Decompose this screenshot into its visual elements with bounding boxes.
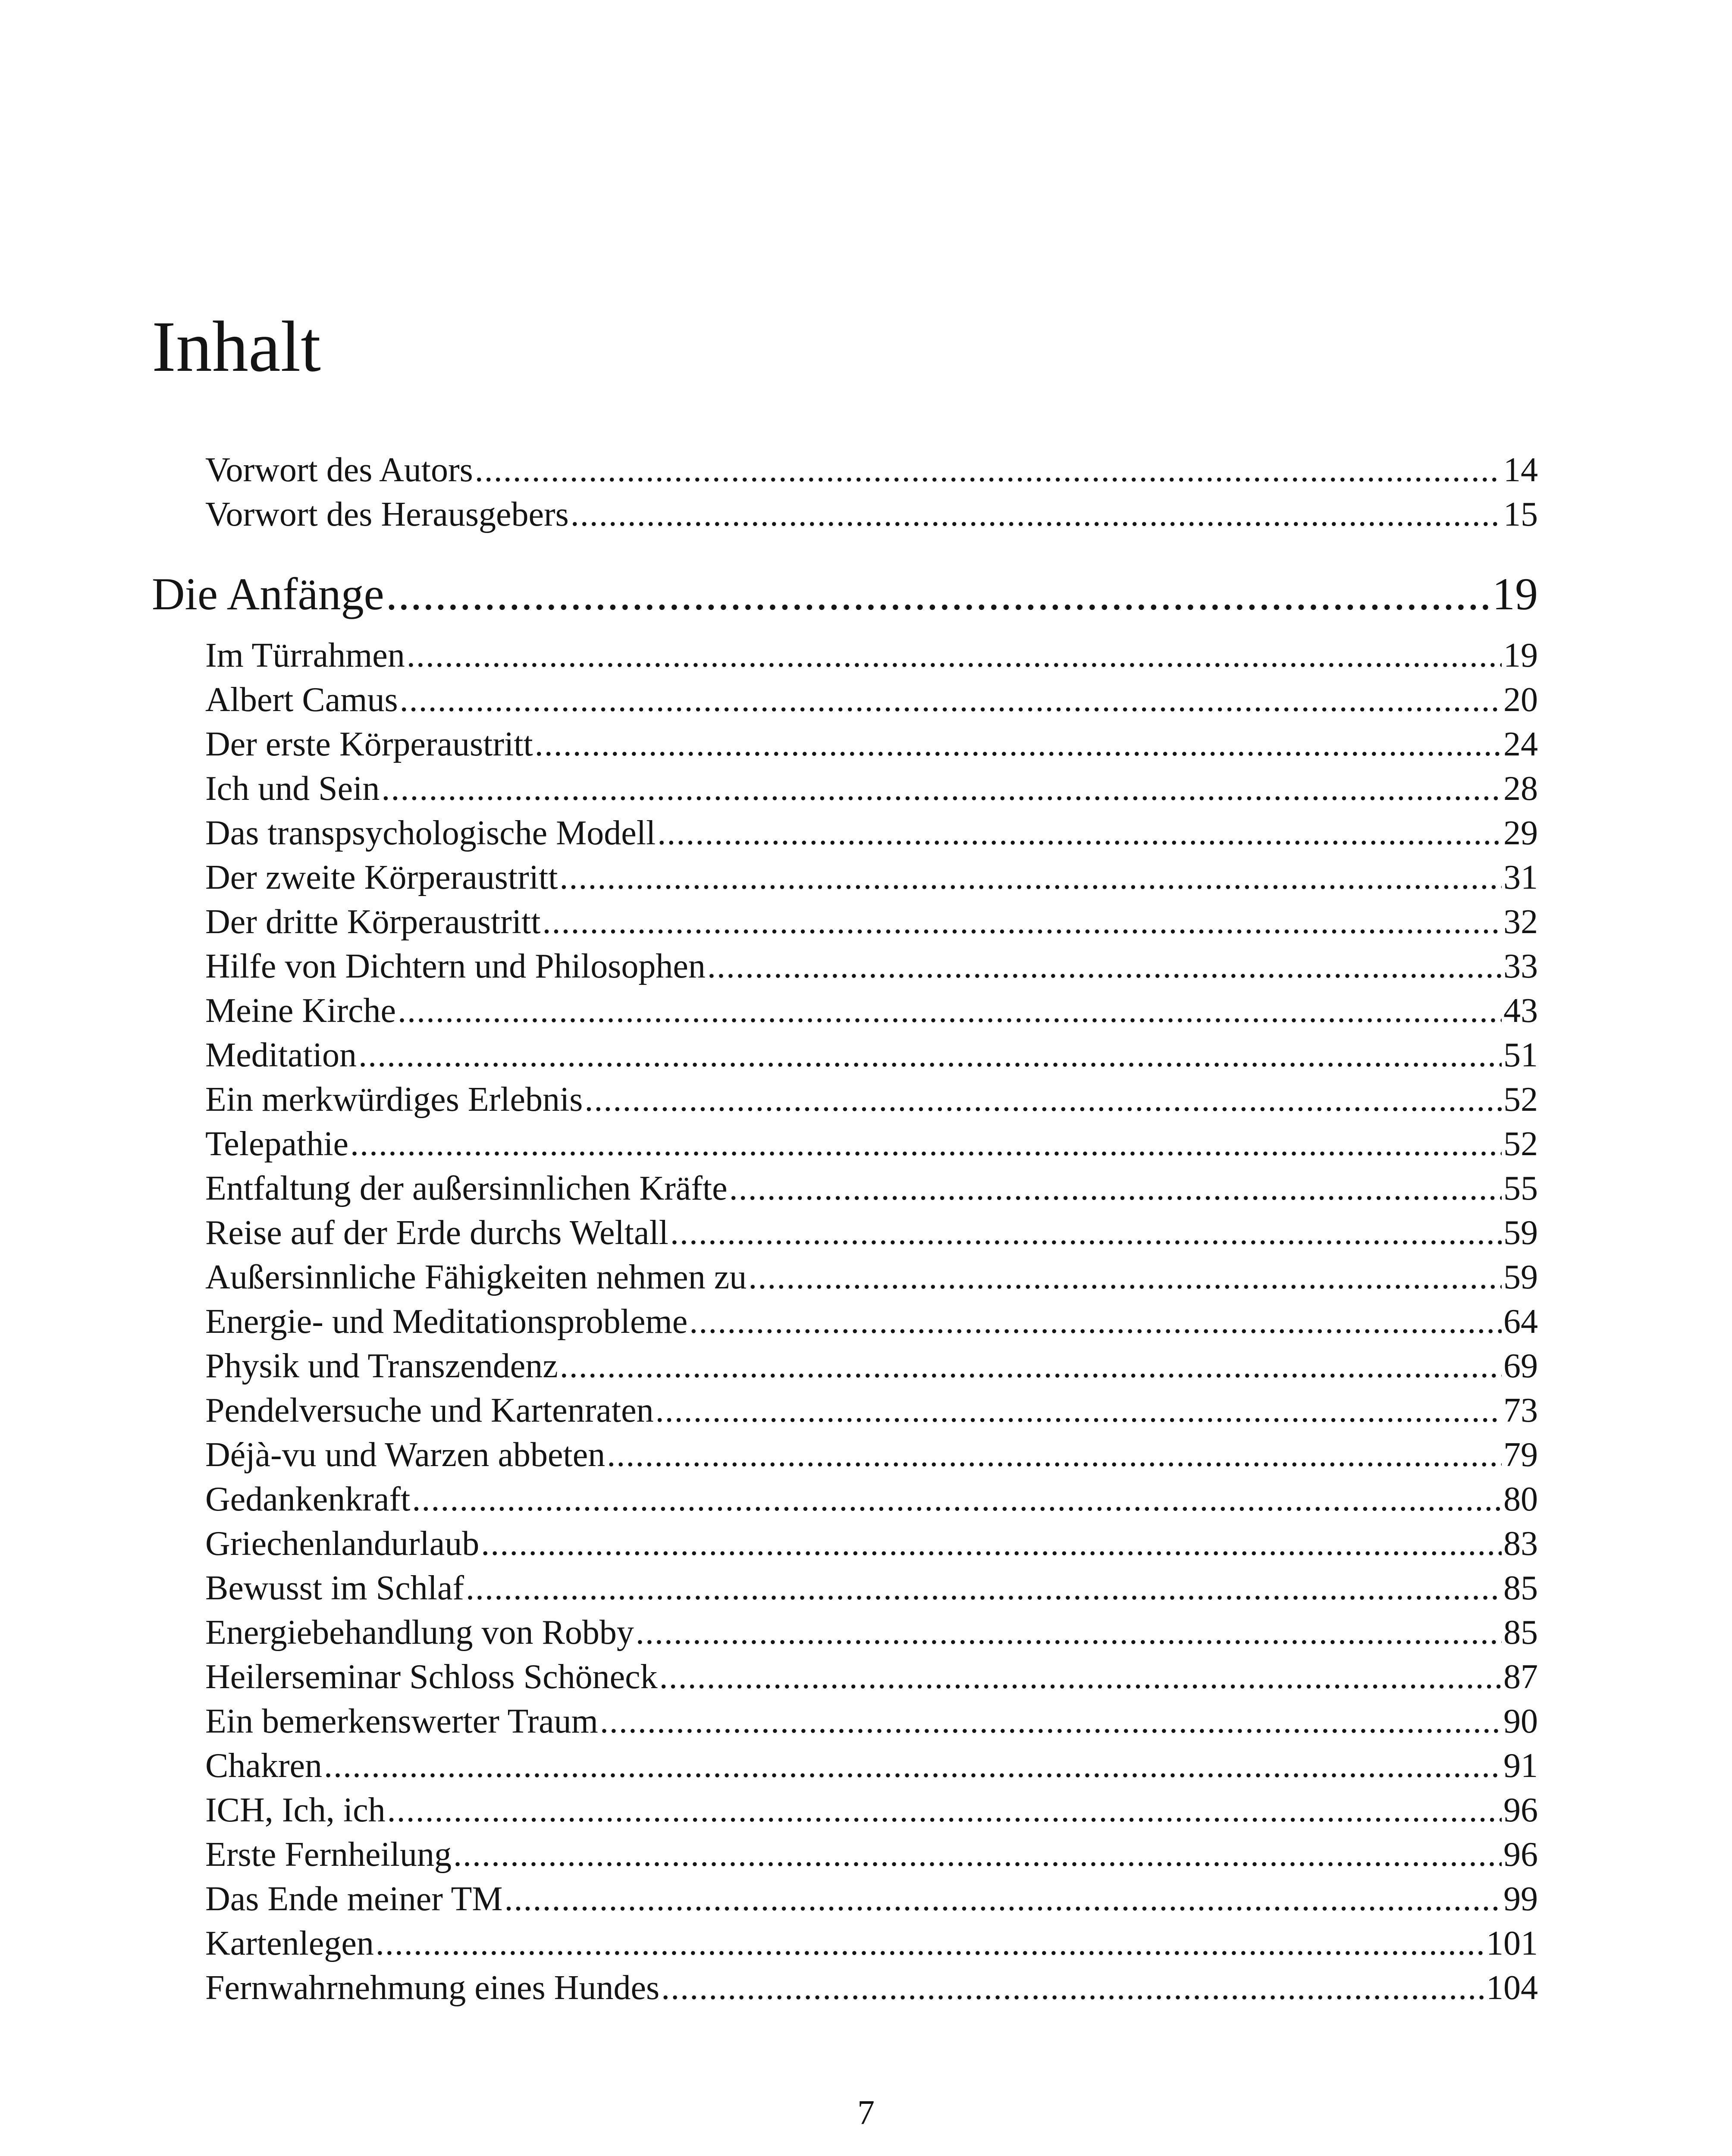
toc-entry-label: Gedankenkraft bbox=[205, 1480, 411, 1518]
toc-entry bbox=[205, 1167, 1538, 1210]
toc-entry-label: Heilerseminar Schloss Schöneck bbox=[205, 1658, 658, 1696]
toc-entry-page: 59 bbox=[1503, 1258, 1538, 1296]
toc-entry-page: 24 bbox=[1503, 725, 1538, 763]
toc-entry bbox=[205, 856, 1538, 899]
toc-entry-label: Energie- und Meditationsprobleme bbox=[205, 1303, 688, 1341]
toc-entry-page: 14 bbox=[1503, 451, 1538, 489]
toc-dot-leader bbox=[381, 767, 1502, 810]
toc-entry bbox=[205, 1877, 1538, 1921]
toc-entry bbox=[205, 1655, 1538, 1698]
toc-entry bbox=[205, 1567, 1538, 1610]
toc-entry-page: 33 bbox=[1503, 947, 1538, 985]
toc-entry-page: 28 bbox=[1503, 770, 1538, 808]
toc-entry bbox=[205, 1611, 1538, 1654]
toc-dot-leader bbox=[400, 678, 1502, 721]
toc-dot-leader bbox=[324, 1744, 1502, 1787]
toc-entry bbox=[205, 1034, 1538, 1077]
toc-entry-page: 31 bbox=[1503, 859, 1538, 896]
toc-entry-page: 80 bbox=[1503, 1480, 1538, 1518]
toc-dot-leader bbox=[386, 568, 1490, 620]
toc-entry-label: Ein bemerkenswerter Traum bbox=[205, 1702, 598, 1740]
toc-entry bbox=[205, 493, 1538, 536]
toc-entry-page: 29 bbox=[1503, 814, 1538, 852]
toc-entry-page: 79 bbox=[1503, 1436, 1538, 1474]
toc-entry-label: Im Türrahmen bbox=[205, 636, 405, 674]
toc-dot-leader bbox=[481, 1522, 1502, 1565]
toc-dot-leader bbox=[466, 1567, 1502, 1610]
toc-entry-page: 59 bbox=[1503, 1214, 1538, 1252]
toc-entry bbox=[205, 1922, 1538, 1965]
toc-entry bbox=[205, 767, 1538, 810]
toc-entry-label: Meditation bbox=[205, 1036, 357, 1074]
toc-entry bbox=[205, 900, 1538, 943]
toc-entry-label: ICH, Ich, ich bbox=[205, 1791, 386, 1829]
toc-entry-page: 96 bbox=[1503, 1836, 1538, 1874]
toc-dot-leader bbox=[504, 1877, 1502, 1921]
toc-dot-leader bbox=[707, 945, 1502, 988]
toc-entry bbox=[205, 1122, 1538, 1166]
toc-dot-leader bbox=[376, 1922, 1484, 1965]
toc-entry bbox=[205, 1433, 1538, 1476]
toc-entry bbox=[205, 1744, 1538, 1787]
toc-entry bbox=[205, 723, 1538, 766]
toc-dot-leader bbox=[661, 1966, 1484, 2009]
toc-entry bbox=[205, 812, 1538, 855]
toc-entry-page: 43 bbox=[1503, 992, 1538, 1030]
toc-entry-label: Chakren bbox=[205, 1747, 323, 1785]
toc-entry bbox=[205, 1833, 1538, 1876]
toc-entry-label: Vorwort des Autors bbox=[205, 451, 473, 489]
toc-dot-leader bbox=[571, 493, 1502, 536]
toc-entry-label: Erste Fernheilung bbox=[205, 1836, 452, 1874]
toc-dot-leader bbox=[387, 1789, 1502, 1832]
toc-entry bbox=[205, 1256, 1538, 1299]
toc-dot-leader bbox=[607, 1433, 1502, 1476]
toc-entry-label: Die Anfänge bbox=[152, 569, 384, 619]
toc-dot-leader bbox=[670, 1211, 1502, 1254]
toc-entry-page: 73 bbox=[1503, 1391, 1538, 1429]
toc-entry bbox=[205, 1078, 1538, 1121]
toc-entry bbox=[205, 1211, 1538, 1254]
toc-entry-label: Der zweite Körperaustritt bbox=[205, 859, 558, 896]
toc-entry-label: Albert Camus bbox=[205, 681, 398, 719]
toc-entry bbox=[205, 1966, 1538, 2009]
page-number: 7 bbox=[857, 2094, 875, 2132]
toc-entry bbox=[205, 1700, 1538, 1743]
toc-dot-leader bbox=[407, 634, 1502, 677]
toc-entry-page: 19 bbox=[1503, 636, 1538, 674]
toc-entry-label: Ich und Sein bbox=[205, 770, 380, 808]
toc-dot-leader bbox=[398, 989, 1502, 1032]
toc-entry bbox=[205, 678, 1538, 721]
toc-dot-leader bbox=[748, 1256, 1502, 1299]
toc-entry bbox=[205, 448, 1538, 492]
toc-entry-label: Telepathie bbox=[205, 1125, 348, 1163]
toc-entry-page: 52 bbox=[1503, 1081, 1538, 1119]
toc-entry-page: 20 bbox=[1503, 681, 1538, 719]
toc-entry-page: 90 bbox=[1503, 1702, 1538, 1740]
toc-entry-page: 101 bbox=[1486, 1924, 1538, 1962]
toc-entry-page: 69 bbox=[1503, 1347, 1538, 1385]
toc-dot-leader bbox=[657, 812, 1502, 855]
toc-entry-label: Ein merkwürdiges Erlebnis bbox=[205, 1081, 583, 1119]
toc-entry bbox=[205, 634, 1538, 677]
toc-entry-page: 64 bbox=[1503, 1303, 1538, 1341]
toc-entry-page: 85 bbox=[1503, 1569, 1538, 1607]
toc-entry-label: Bewusst im Schlaf bbox=[205, 1569, 464, 1607]
toc-dot-leader bbox=[358, 1034, 1502, 1077]
toc-entry bbox=[205, 989, 1538, 1032]
toc-entry-page: 19 bbox=[1492, 569, 1538, 619]
toc-entry-page: 83 bbox=[1503, 1525, 1538, 1563]
toc-entry-page: 99 bbox=[1503, 1880, 1538, 1918]
toc-dot-leader bbox=[350, 1122, 1502, 1166]
toc-entry-page: 96 bbox=[1503, 1791, 1538, 1829]
toc-entry bbox=[205, 1522, 1538, 1565]
toc-entry-label: Kartenlegen bbox=[205, 1924, 374, 1962]
toc-entry-label: Griechenlandurlaub bbox=[205, 1525, 480, 1563]
toc-entry-page: 51 bbox=[1503, 1036, 1538, 1074]
toc-dot-leader bbox=[453, 1833, 1502, 1876]
toc-dot-leader bbox=[659, 1655, 1502, 1698]
toc-entry-page: 87 bbox=[1503, 1658, 1538, 1696]
toc-entry-label: Das transpsychologische Modell bbox=[205, 814, 656, 852]
toc-entry-label: Vorwort des Herausgebers bbox=[205, 495, 569, 533]
toc-entry-label: Der dritte Körperaustritt bbox=[205, 903, 541, 941]
toc-dot-leader bbox=[412, 1478, 1502, 1521]
toc-entry-label: Reise auf der Erde durchs Weltall bbox=[205, 1214, 668, 1252]
toc-title: Inhalt bbox=[152, 307, 321, 387]
toc-dot-leader bbox=[560, 1344, 1502, 1388]
toc-chapter-entry bbox=[152, 568, 1538, 620]
toc-entry-label: Energiebehandlung von Robby bbox=[205, 1614, 634, 1651]
toc-entry-label: Déjà-vu und Warzen abbeten bbox=[205, 1436, 606, 1474]
toc-dot-leader bbox=[689, 1300, 1502, 1343]
toc-dot-leader bbox=[729, 1167, 1502, 1210]
toc-entry-label: Außersinnliche Fähigkeiten nehmen zu bbox=[205, 1258, 747, 1296]
toc-entry-page: 32 bbox=[1503, 903, 1538, 941]
toc-dot-leader bbox=[600, 1700, 1502, 1743]
toc-entry-label: Der erste Körperaustritt bbox=[205, 725, 533, 763]
toc-dot-leader bbox=[559, 856, 1502, 899]
toc-entry-label: Fernwahrnehmung eines Hundes bbox=[205, 1969, 660, 2007]
toc-entry-page: 52 bbox=[1503, 1125, 1538, 1163]
toc-entry bbox=[205, 1478, 1538, 1521]
toc-entry bbox=[205, 1789, 1538, 1832]
toc-entry-page: 85 bbox=[1503, 1614, 1538, 1651]
toc-entry-label: Meine Kirche bbox=[205, 992, 396, 1030]
toc-dot-leader bbox=[584, 1078, 1502, 1121]
toc-entry-page: 55 bbox=[1503, 1169, 1538, 1207]
toc-entry-page: 104 bbox=[1486, 1969, 1538, 2007]
toc-dot-leader bbox=[475, 448, 1502, 492]
toc-dot-leader bbox=[656, 1389, 1502, 1432]
toc-dot-leader bbox=[543, 900, 1502, 943]
toc-dot-leader bbox=[636, 1611, 1502, 1654]
toc-entry-page: 15 bbox=[1503, 495, 1538, 533]
toc-entry bbox=[205, 945, 1538, 988]
toc-entry bbox=[205, 1300, 1538, 1343]
toc-entry bbox=[205, 1344, 1538, 1388]
toc-entry-label: Pendelversuche und Kartenraten bbox=[205, 1391, 654, 1429]
toc-entry-label: Entfaltung der außersinnlichen Kräfte bbox=[205, 1169, 728, 1207]
toc-entry bbox=[205, 1389, 1538, 1432]
toc-dot-leader bbox=[535, 723, 1502, 766]
toc-entry-label: Physik und Transzendenz bbox=[205, 1347, 558, 1385]
toc-entry-label: Hilfe von Dichtern und Philosophen bbox=[205, 947, 706, 985]
toc-entry-page: 91 bbox=[1503, 1747, 1538, 1785]
toc-entry-label: Das Ende meiner TM bbox=[205, 1880, 503, 1918]
